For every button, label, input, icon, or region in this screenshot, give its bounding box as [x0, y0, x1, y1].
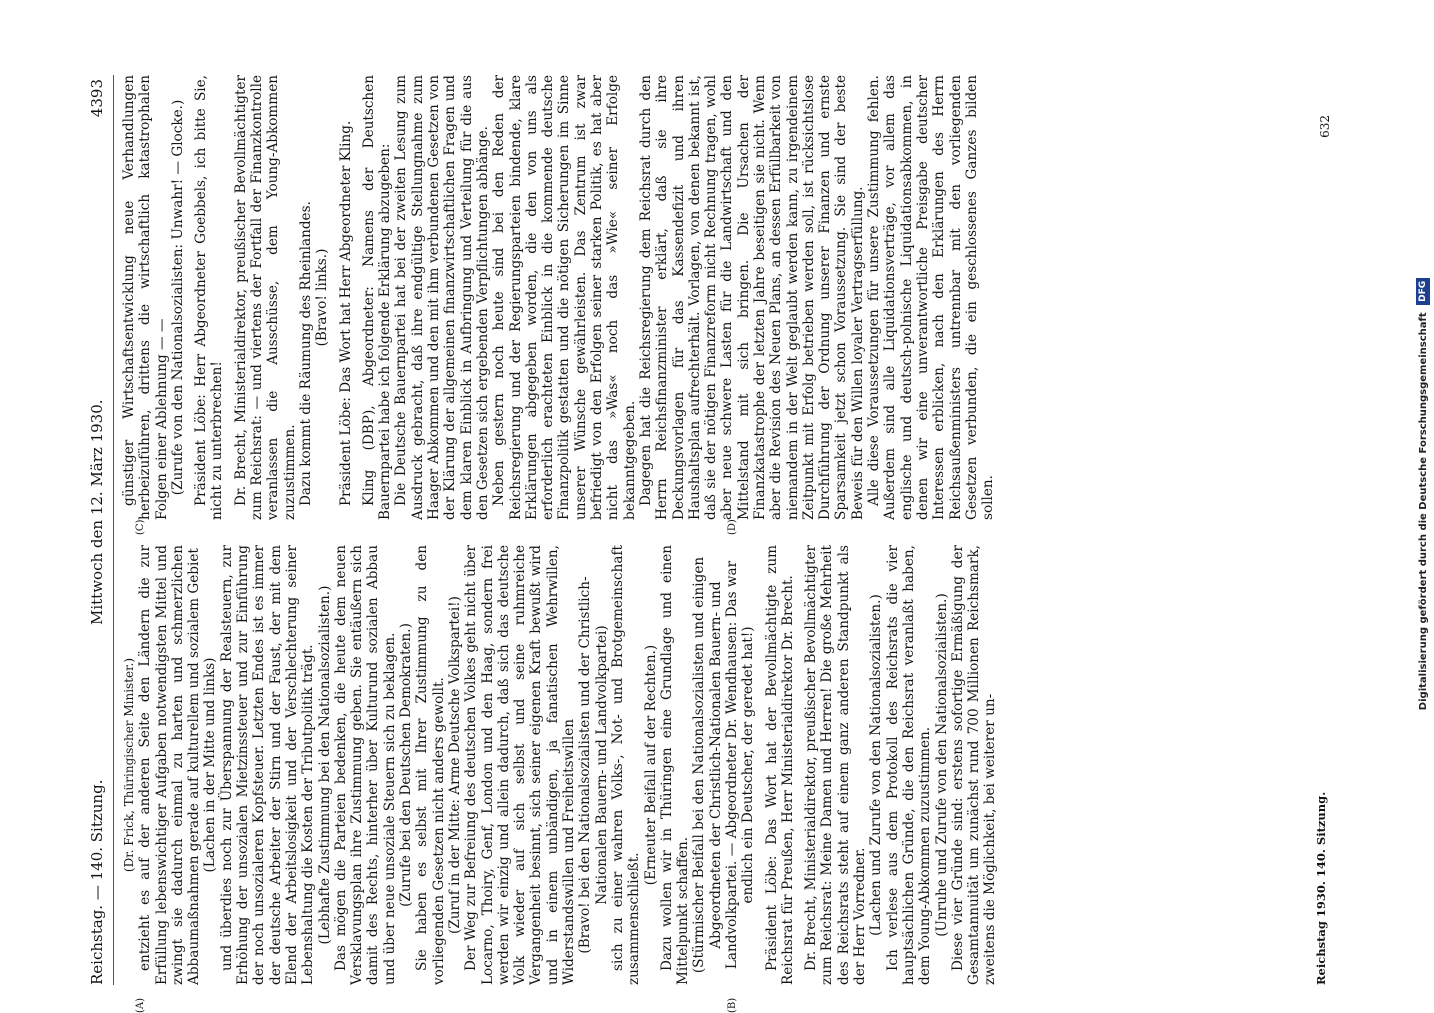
rotated-document-page — [85, 75, 1335, 1013]
margin-mark-d: (D) — [727, 519, 738, 535]
paragraph: (Bravo! bei den Nationalsozialisten und der Christlich-Nationalen Bauern- und Landvolkpartei) — [577, 576, 610, 954]
paragraph: (Stürmischer Beifall bei den Nationalsozialisten und einigen Abgeordneten der Christlich-Nationalen Bauern- und Landvolkpartei. — Abgeordneter Dr. Wendhausen: Das war endlich ein Deutscher, der geredet hat!) — [691, 556, 757, 974]
paragraph: (Bravo! links.) — [314, 248, 331, 347]
paragraph: (Lachen und Zurufe von den Nationalsozialisten.) — [868, 594, 885, 936]
page-footer: Reichstag 1930. 140. Sitzung. — [1313, 791, 1328, 985]
paragraph: Die Deutsche Bauernpartei hat bei der zweiten Lesung zum Ausdruck gebracht, daß ihre endgültige Stellungnahme zum Haager Abkommen und den mit ihm verbundenen Gesetzen von der Klärung der allgemeinen finanzwirtschaftlichen Fragen und dem klaren Einblick in Aufbringung und Verteilung für die aus den Gesetzen sich ergebenden Verpflichtungen abhänge. — [393, 75, 491, 520]
credit-text: Digitalisierung gefördert durch die Deutsche Forschungsgemeinschaft — [1418, 312, 1429, 711]
paragraph: Diese vier Gründe sind: erstens sofortige Ermäßigung der Gesamtannuität um zunächst rund 700 Millionen Reichsmark, zweitens die Möglichkeit, bei weiterer un- — [949, 545, 999, 985]
paragraph: entzieht es auf der anderen Seite den Ländern die zur Erfüllung lebenswichtiger Aufgaben notwendigsten Mittel und zwingt sie dadurch einmal zu harten und schmerzlichen Abbaumaßnahmen gerade auf kulturellem und sozialem Gebiet — [137, 545, 203, 985]
dfg-logo: DFG — [1416, 278, 1430, 305]
paragraph: (Dr. Frick, Thüringischer Minister.) — [122, 657, 136, 873]
header-page-number: 4393 — [88, 79, 106, 118]
paragraph: (Zuruf in der Mitte: Arme Deutsche Volkspartei!) — [446, 596, 463, 934]
paragraph: Dazu wollen wir in Thüringen eine Grundlage und einen Mittelpunkt schaffen. — [658, 545, 692, 985]
paragraph: Alle diese Voraussetzungen für unsere Zustimmung fehlen. Außerdem sind alle Liquidationsverträge, vor allem das englische und deutsch-polnische Liquidationsabkommen, in denen wir eine unverantwortliche Preisgabe deutscher Interessen erblicken, nach den Erklärungen des Herrn Reichsaußenministers untrennbar mit den vorliegenden Gesetzen verbunden, die ein geschlossenes Ganzes bilden sollen. — [866, 75, 997, 520]
paragraph: Dr. Brecht, Ministerialdirektor, preußischer Bevollmächtigter zum Reichsrat: — und viertens der Fortfall der Finanzkontrolle veranlassen die Ausschüsse, dem Young-Abkommen zuzustimmen. — [232, 75, 298, 520]
paragraph: Ich verlese aus dem Protokoll des Reichsrats die vier hauptsächlichen Gründe, die den Reichsrat veranlaßt haben, dem Young-Abkommen zuzustimmen. — [884, 545, 934, 985]
paragraph: Sie haben es selbst mit Ihrer Zustimmung zu den vorliegenden Gesetzen nicht anders gewollt. — [414, 545, 447, 985]
header-date: Mittwoch den 12. März 1930. — [88, 399, 106, 625]
page-header — [85, 75, 114, 985]
digitization-credit — [1414, 4, 1434, 984]
left-text-column — [121, 545, 1335, 985]
paragraph: (Unruhe und Zurufe von den Nationalsozialisten.) — [933, 593, 950, 937]
paragraph: sich zu einer wahren Volks-, Not- und Brotgemeinschaft zusammenschließt. — [609, 545, 643, 985]
margin-mark-c: (C) — [135, 519, 146, 535]
paragraph: Der Weg zur Befreiung des deutschen Volkes geht nicht über Locarno, Thoiry, Genf, London und den Haag, sondern frei werden wir einzig und allein dadurch, daß sich das deutsche Volk wieder auf sich selbst und seine ruhmreiche Vergangenheit besinnt, sich seiner eigenen Kraft bewußt wird und in einem unbändigen, ja fanatischen Wehrwillen, Widerstandswillen und Freiheitswillen — [463, 545, 578, 985]
paragraph: Präsident Löbe: Das Wort hat Herr Abgeordneter Kling. — [337, 120, 354, 506]
footer-page-number: 632 — [1317, 115, 1332, 138]
paragraph: Das mögen die Parteien bedenken, die heute dem neuen Versklavungsplan ihre Zustimmung geben. Sie entäußern sich damit des Rechts, hinterher über Kulturund sozialen Abbau und über neue unsoziale Steuern sich zu beklagen. — [332, 545, 398, 985]
margin-mark-b: (B) — [727, 997, 738, 1013]
paragraph: Kling (DBP), Abgeordneter: Namens der Deutschen Bauernpartei habe ich folgende Erklärung abzugeben: — [360, 75, 394, 520]
paragraph: (Zurufe von den Nationalsozialisten: Unwahr! — Glocke.) — [169, 99, 186, 496]
paragraph: Dagegen hat die Reichsregierung dem Reichsrat durch den Herrn Reichsfinanzminister erklärt, daß sie ihre Deckungsvorlagen für das Kassendefizit und ihren Haushaltsplan aufrechterhält. Vorlagen, von denen bekannt ist, daß sie der nötigen Finanzreform nicht Rechnung tragen, wohl aber neue schwere Lasten für die Landwirtschaft und den Mittelstand mit sich bringen. Die Ursachen der Finanzkatastrophe der letzten Jahre beseitigen sie nicht. Wenn aber die Revision des Neuen Plans, an dessen Erfüllbarkeit von niemandem in der Welt geglaubt werden kann, zu irgendeinem Zeitpunkt mit Erfolg betrieben werden soll, ist rücksichtslose Durchführung der Ordnung unserer Finanzen und ernste Sparsamkeit jetzt schon Voraussetzung. Sie sind der beste Beweis für den Willen loyaler Vertragserfüllung. — [637, 75, 866, 520]
paragraph: Präsident Löbe: Das Wort hat der Bevollmächtigte zum Reichsrat für Preußen, Herr Ministerialdirektor Dr. Brecht. — [763, 545, 796, 985]
paragraph: Neben gestern noch heute sind bei den Reden der Reichsregierung und der Regierungsparteien bindende, klare Erklärungen abgegeben worden, die den von uns als erforderlich erachteten Einblick in die kommende deutsche Finanzpolitik gestatten und die nötigen Sicherungen im Sinne unserer Wünsche gewährleisten. Das Zentrum ist zwar befriedigt von den Erfolgen seiner starken Politik, es hat aber nicht das »Was« noch das »Wie« seiner Erfolge bekanntgegeben. — [491, 75, 638, 520]
paragraph: Dr. Brecht, Ministerialdirektor, preußischer Bevollmächtigter zum Reichsrat: Meine Damen und Herren! Die große Mehrheit des Reichsrats steht auf einem ganz anderen Standpunkt als der Herr Vorredner. — [803, 545, 869, 985]
header-session: Reichstag. — 140. Sitzung. — [88, 779, 106, 985]
paragraph: (Lebhafte Zustimmung bei den Nationalsozialisten.) — [316, 585, 333, 945]
margin-mark-a: (A) — [135, 997, 146, 1013]
paragraph: Präsident Löbe: Herr Abgeordneter Goebbels, ich bitte Sie, nicht zu unterbrechen! — [193, 75, 226, 520]
paragraph: Dazu kommt die Räumung des Rheinlandes. — [297, 201, 314, 506]
right-text-column — [121, 75, 1335, 520]
paragraph: (Lachen in der Mitte und links) — [202, 657, 219, 873]
paragraph: (Zurufe bei den Deutschen Demokraten.) — [398, 623, 415, 907]
paragraph: und überdies noch zur Überspannung der Realsteuern, zur Erhöhung der unsozialen Mietzinssteuer und zur Einführung der noch unsozialeren Kopfsteuer. Letzten Endes ist es immer der deutsche Arbeiter der Stirn und der Faust, der mit dem Elend der Arbeitslosigkeit und der Verschlechterung seiner Lebenshaltung die Kosten der Tributpolitik trägt. — [218, 545, 317, 985]
paragraph: (Erneuter Beifall auf der Rechten.) — [642, 644, 659, 886]
paragraph: günstiger Wirtschaftsentwicklung neue Verhandlungen herbeizuführen, drittens die wirtschaftlich katastrophalen Folgen einer Ablehnung — — — [121, 75, 170, 520]
